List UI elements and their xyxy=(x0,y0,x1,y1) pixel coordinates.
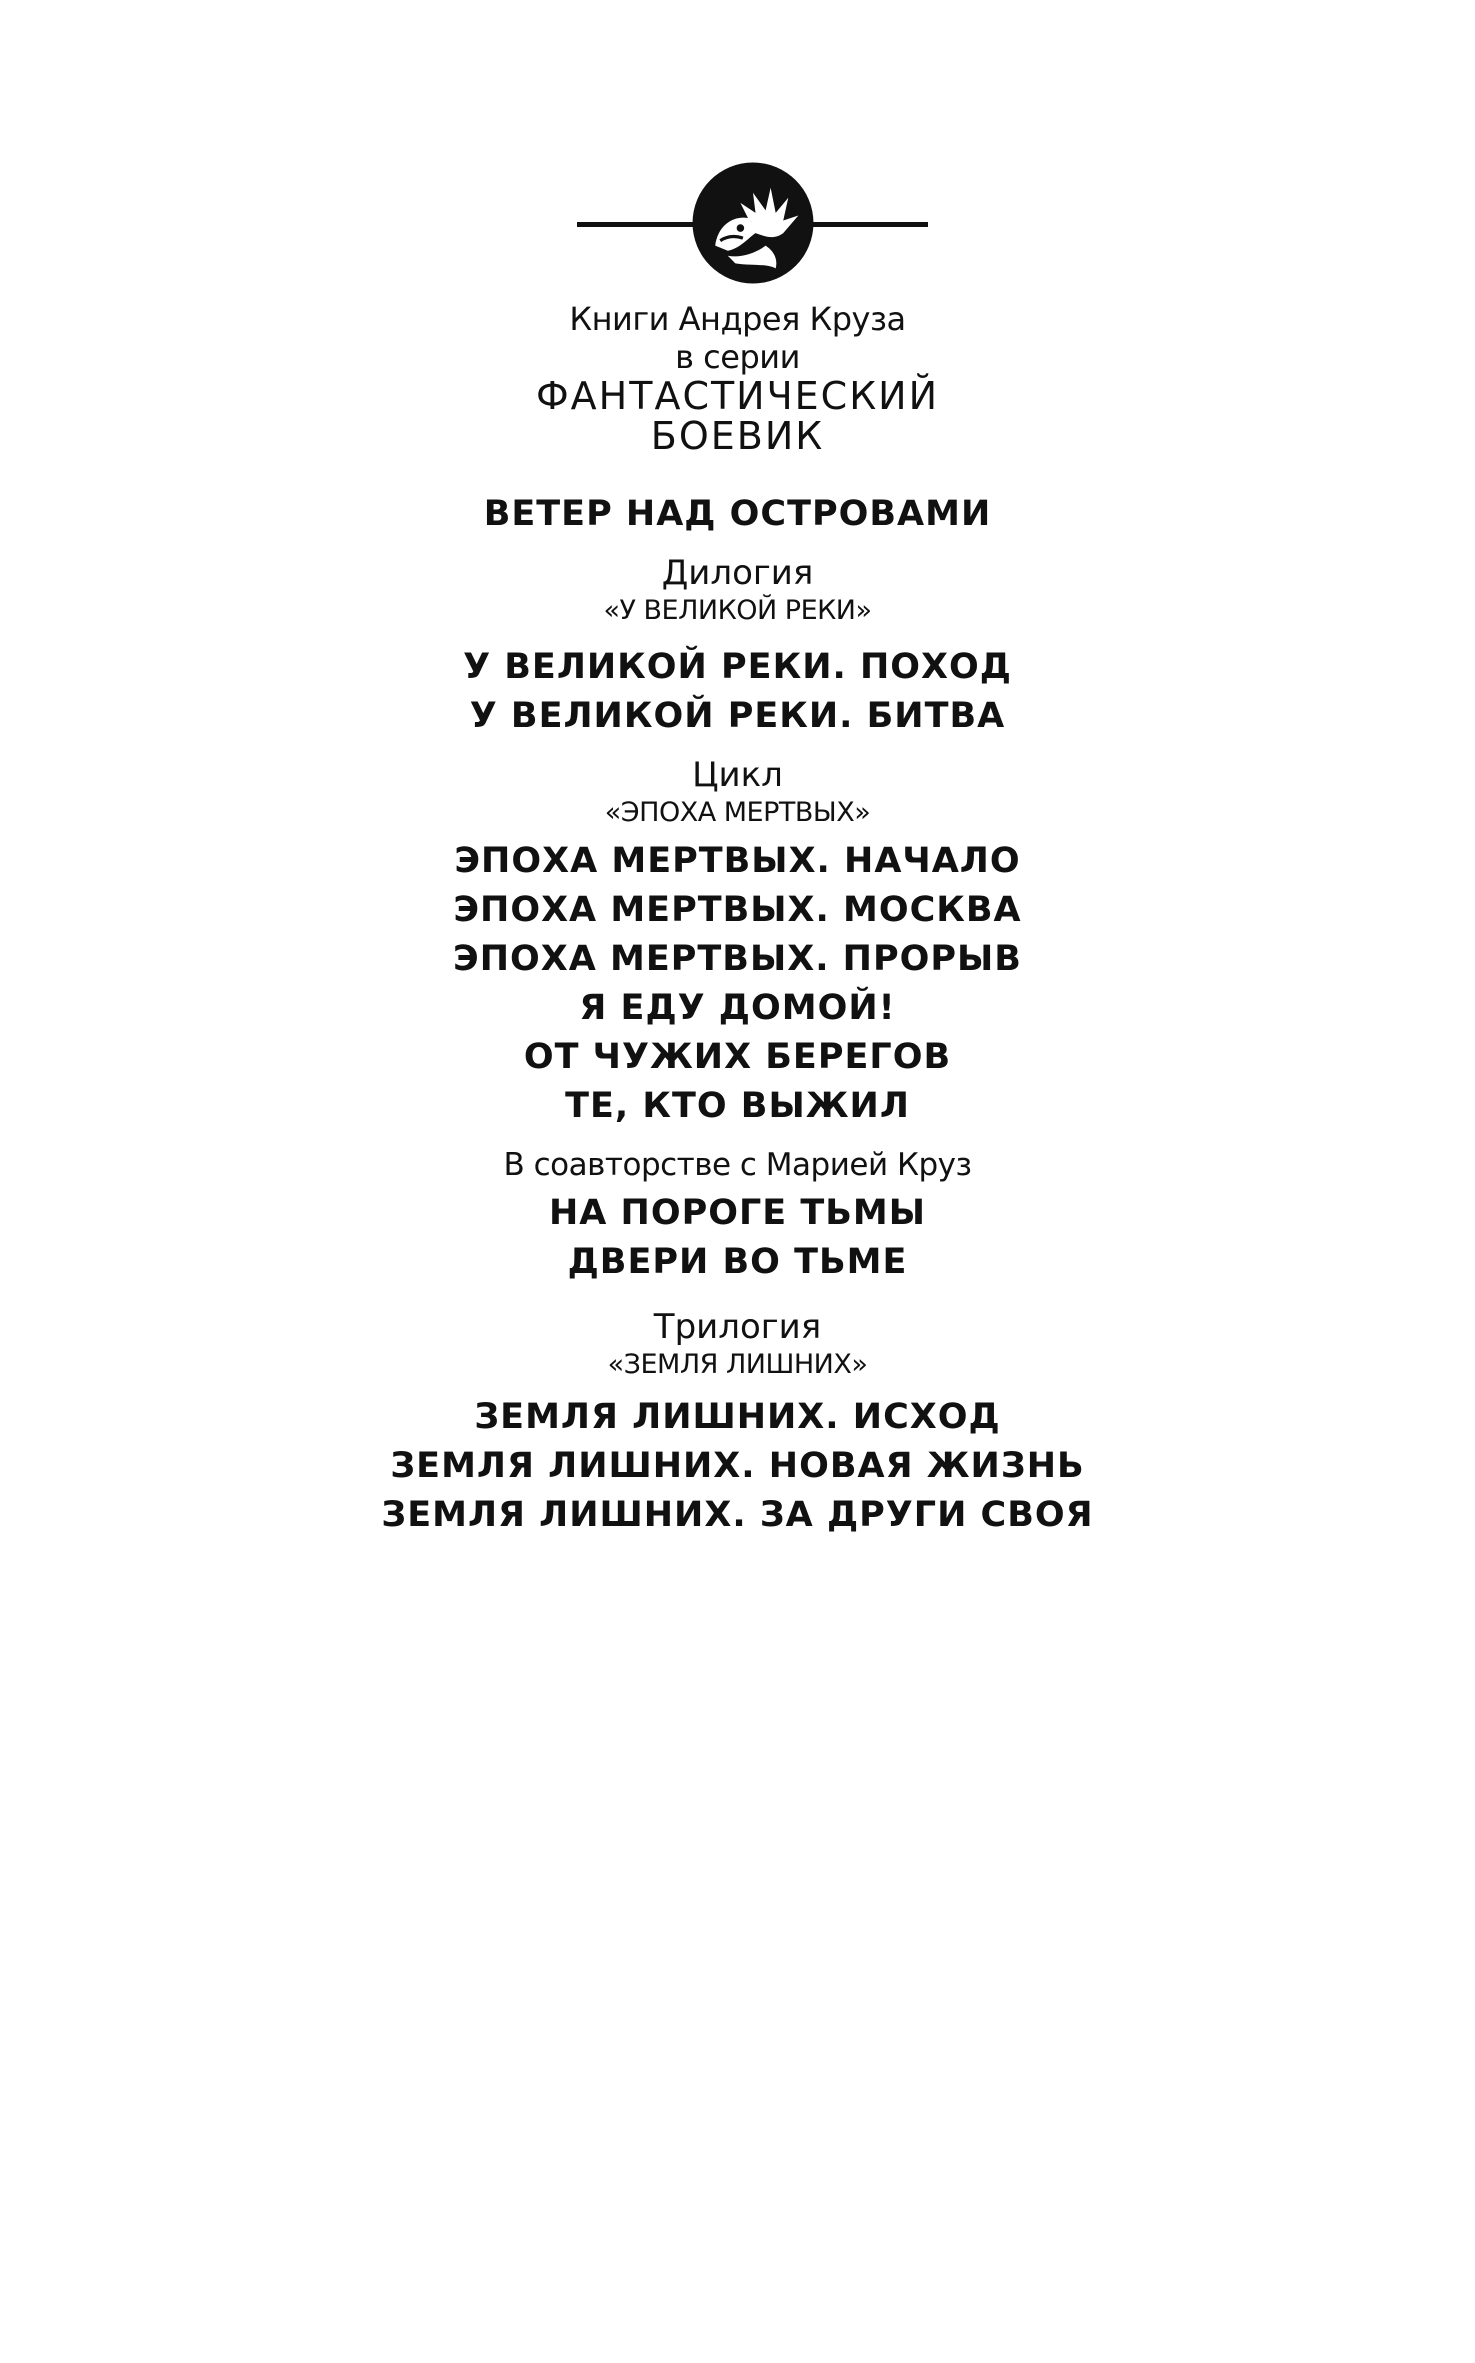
cycle-label: Цикл xyxy=(692,755,783,795)
book-title: ЗЕМЛЯ ЛИШНИХ. НОВАЯ ЖИЗНЬ xyxy=(390,1446,1085,1486)
cycle-name: «ЭПОХА МЕРТВЫХ» xyxy=(604,797,871,828)
emblem-rule-left xyxy=(577,222,697,227)
book-title: ЗЕМЛЯ ЛИШНИХ. ИСХОД xyxy=(474,1397,1001,1437)
dilogy-label: Дилогия xyxy=(661,553,814,593)
dragon-head-icon xyxy=(690,160,816,286)
dilogy-section xyxy=(0,553,1475,741)
standalone-section xyxy=(0,490,1475,539)
book-title: ДВЕРИ ВО ТЬМЕ xyxy=(567,1242,908,1282)
trilogy-titles xyxy=(0,1393,1475,1540)
book-title: У ВЕЛИКОЙ РЕКИ. БИТВА xyxy=(469,696,1006,736)
book-title: ЭПОХА МЕРТВЫХ. ПРОРЫВ xyxy=(453,939,1022,979)
book-title: У ВЕЛИКОЙ РЕКИ. ПОХОД xyxy=(463,647,1012,687)
series-name-line-2: БОЕВИК xyxy=(650,414,825,458)
book-title: ОТ ЧУЖИХ БЕРЕГОВ xyxy=(523,1037,952,1077)
book-title: ЭПОХА МЕРТВЫХ. МОСКВА xyxy=(453,890,1022,930)
trilogy-label: Трилогия xyxy=(653,1307,822,1347)
emblem-rule-right xyxy=(808,222,928,227)
coauthor-label: В соавторстве с Марией Круз xyxy=(503,1147,972,1183)
book-title: ЗЕМЛЯ ЛИШНИХ. ЗА ДРУГИ СВОЯ xyxy=(381,1495,1094,1535)
dilogy-titles xyxy=(0,643,1475,741)
series-name-line-1: ФАНТАСТИЧЕСКИЙ xyxy=(535,374,940,418)
header-author-line: Книги Андрея Круза xyxy=(569,300,906,338)
book-title: НА ПОРОГЕ ТЬМЫ xyxy=(548,1193,927,1233)
series-header xyxy=(0,300,1475,456)
header-in-series-line: в серии xyxy=(675,338,800,376)
coauthor-titles xyxy=(0,1189,1475,1287)
book-title: ВЕТЕР НАД ОСТРОВАМИ xyxy=(483,494,992,534)
coauthor-section xyxy=(0,1145,1475,1287)
series-listing xyxy=(0,300,1475,1540)
series-emblem xyxy=(0,160,1475,290)
trilogy-name: «ЗЕМЛЯ ЛИШНИХ» xyxy=(607,1349,868,1380)
book-title: ЭПОХА МЕРТВЫХ. НАЧАЛО xyxy=(454,841,1021,881)
trilogy-section xyxy=(0,1307,1475,1540)
book-title: ТЕ, КТО ВЫЖИЛ xyxy=(565,1086,910,1126)
dilogy-name: «У ВЕЛИКОЙ РЕКИ» xyxy=(603,595,872,626)
cycle-titles xyxy=(0,837,1475,1131)
cycle-section xyxy=(0,755,1475,1131)
book-title: Я ЕДУ ДОМОЙ! xyxy=(579,988,896,1028)
